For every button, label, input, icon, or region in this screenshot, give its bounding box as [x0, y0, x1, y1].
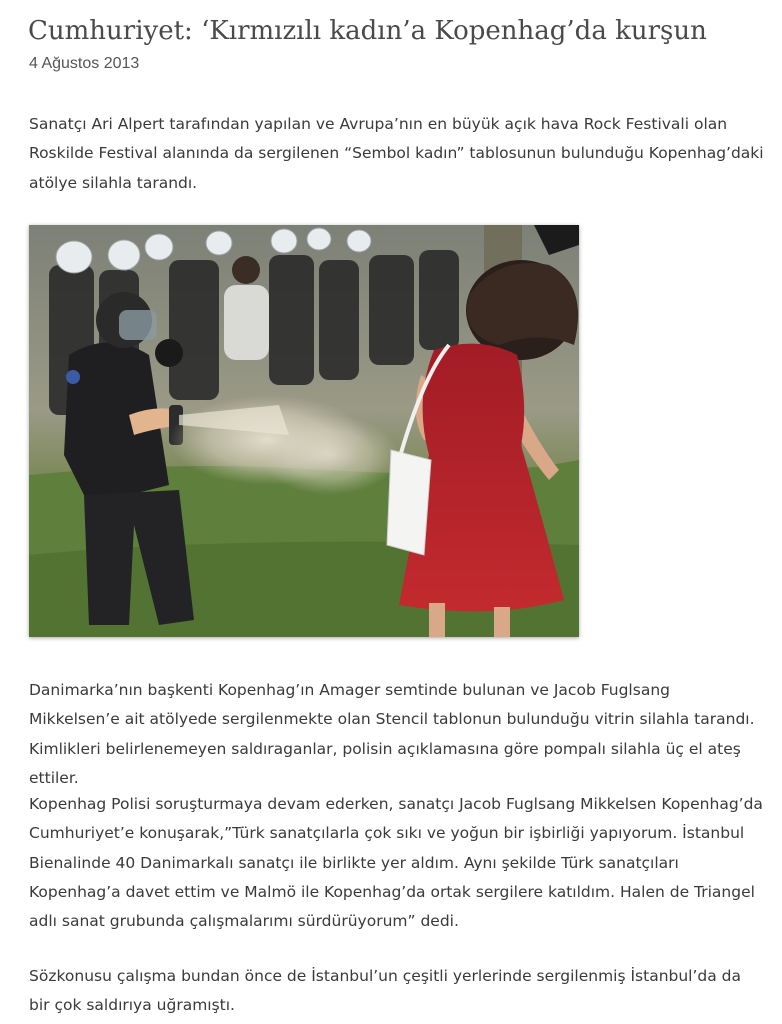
article-paragraph-1: Sanatçı Ari Alpert tarafından yapılan ve Avrupa’nın en büyük açık hava Rock Festivali olan Roskilde Festival alanında da sergilenen “Sembol kadın” tablosunun bulunduğu Kopenhag’daki atölye silahla tarandı. [29, 115, 764, 192]
article-paragraph-4: Sözkonusu çalışma bundan önce de İstanbul’un çeşitli yerlerinde sergilenmiş İstanbul’da da bir çok saldırıya uğramıştı. [29, 967, 742, 1015]
article-date: 4 Ağustos 2013 [29, 55, 140, 72]
article-paragraph-2: Danimarka’nın başkenti Kopenhag’ın Amager semtinde bulunan ve Jacob Fuglsang Mikkelsen’e ait atölyede sergilenmekte olan Stencil tablonun bulunduğu vitrin silahla tarandı. Kimlikleri belirlenemeyen saldıraganlar, polisin açıklamasına göre pompalı silahla üç el ateş ettiler. [29, 681, 755, 787]
article-title: Cumhuriyet: ‘Kırmızılı kadın’a Kopenhag’da kurşun [28, 16, 707, 46]
article-paragraph-3: Kopenhag Polisi soruşturmaya devam ederken, sanatçı Jacob Fuglsang Mikkelsen Kopenhag’da Cumhuriyet’e konuşarak,”Türk sanatçılarla çok sıkı ve yoğun bir işbirliği yapıyorum. İstanbul Bienalinde 40 Danimarkalı sanatçı ile birlikte yer aldım. Aynı şekilde Türk sanatçıları Kopenhag’a davet ettim ve Malmö ile Kopenhag’da ortak sergilere katıldım. Halen de Triangel adlı sanat grubunda çalışmalarımı sürdürüyorum” dedi. [29, 795, 763, 931]
article-photo [29, 225, 579, 637]
